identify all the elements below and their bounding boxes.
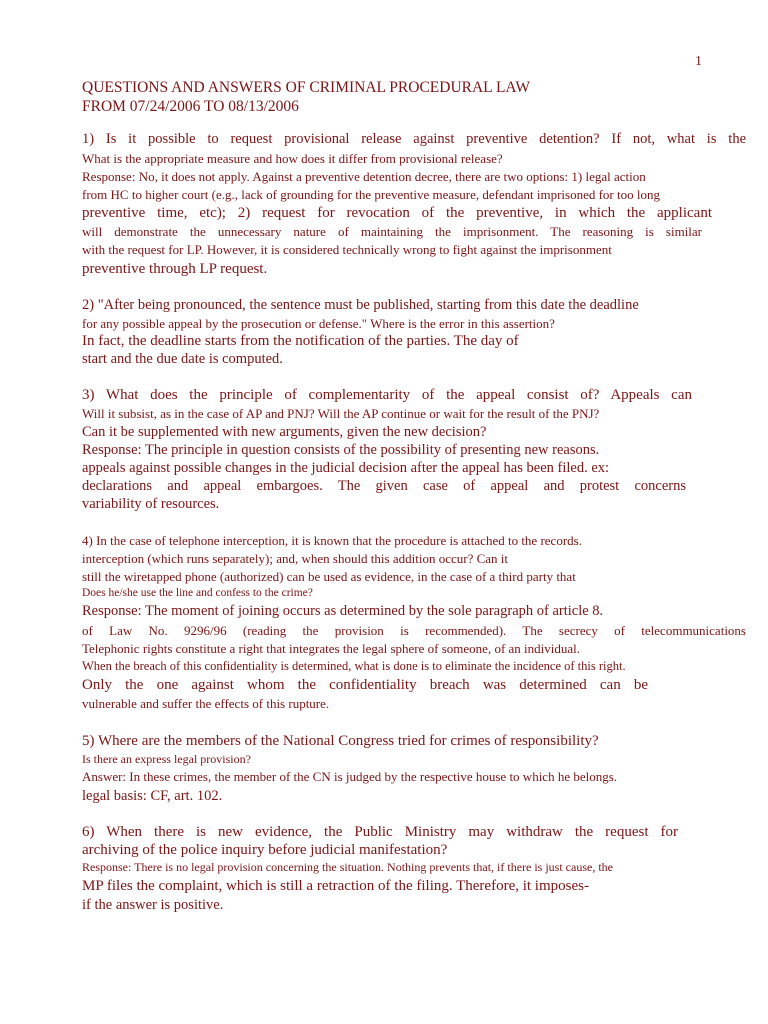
document-title — [82, 78, 530, 116]
q4-answer-line: Telephonic rights constitute a right that integrates the legal sphere of someone, of an individual. — [82, 641, 581, 656]
q1-question-line: 1) Is it possible to request provisional release against preventive detention? If not, what is the — [82, 131, 746, 147]
q5-question-line: Is there an express legal provision? — [82, 752, 251, 766]
q6-answer-line: MP files the complaint, which is still a retraction of the filing. Therefore, it imposes- — [82, 878, 589, 894]
q2-question-line: 2) "After being pronounced, the sentence must be published, starting from this date the deadline — [82, 297, 639, 313]
q5-question-line: 5) Where are the members of the National Congress tried for crimes of responsibility? — [82, 733, 599, 749]
q3-answer-line: Response: The principle in question consists of the possibility of presenting new reasons. — [82, 442, 600, 458]
q2-answer-line: In fact, the deadline starts from the notification of the parties. The day of — [82, 333, 519, 349]
q1-answer-line: Response: No, it does not apply. Against a preventive detention decree, there are two options: 1) legal action — [82, 169, 646, 184]
q1-answer-line: from HC to higher court (e.g., lack of grounding for the preventive measure, defendant imprisoned for too long — [82, 187, 660, 202]
q3-question-line: 3) What does the principle of complementarity of the appeal consist of? Appeals can — [82, 387, 692, 403]
q6-answer-line: Response: There is no legal provision concerning the situation. Nothing prevents that, if there is just cause, the — [82, 860, 613, 874]
q4-question-line: still the wiretapped phone (authorized) can be used as evidence, in the case of a third party that — [82, 569, 576, 584]
q6-question-line: archiving of the police inquiry before judicial manifestation? — [82, 842, 448, 858]
q6-answer-line: if the answer is positive. — [82, 897, 224, 913]
title-line: QUESTIONS AND ANSWERS OF CRIMINAL PROCEDURAL LAW — [82, 79, 530, 96]
q4-answer-line: of Law No. 9296/96 (reading the provision is recommended). The secrecy of telecommunications — [82, 623, 746, 638]
q4-question-line: interception (which runs separately); and, when should this addition occur? Can it — [82, 551, 508, 566]
q3-question-line: Will it subsist, as in the case of AP and PNJ? Will the AP continue or wait for the result of the PNJ? — [82, 406, 600, 421]
q2-answer-line: start and the due date is computed. — [82, 351, 283, 367]
q5-answer-line: legal basis: CF, art. 102. — [82, 788, 223, 804]
q4-answer-line: vulnerable and suffer the effects of this rupture. — [82, 696, 330, 711]
q1-answer-line: will demonstrate the unnecessary nature of maintaining the imprisonment. The reasoning is similar — [82, 224, 702, 239]
title-subline: FROM 07/24/2006 TO 08/13/2006 — [82, 98, 299, 115]
q4-answer-line: When the breach of this confidentiality is determined, what is done is to eliminate the incidence of this right. — [82, 659, 626, 673]
q1-answer-line: preventive time, etc); 2) request for revocation of the preventive, in which the applicant — [82, 205, 712, 221]
q3-question-line: Can it be supplemented with new arguments, given the new decision? — [82, 424, 487, 440]
q3-answer-line: variability of resources. — [82, 496, 220, 512]
page-number: 1 — [695, 54, 702, 69]
q4-question-line: Does he/she use the line and confess to the crime? — [82, 587, 313, 599]
q1-answer-line: with the request for LP. However, it is considered technically wrong to fight against the imprisonment — [82, 242, 612, 257]
q5-answer-line: Answer: In these crimes, the member of the CN is judged by the respective house to which he belongs. — [82, 769, 618, 784]
q6-question-line: 6) When there is new evidence, the Public Ministry may withdraw the request for — [82, 824, 678, 840]
q4-answer-line: Response: The moment of joining occurs as determined by the sole paragraph of article 8. — [82, 603, 604, 619]
q2-question-line: for any possible appeal by the prosecution or defense." Where is the error in this assertion? — [82, 316, 555, 331]
q1-answer-line: preventive through LP request. — [82, 261, 268, 277]
q4-answer-line: Only the one against whom the confidentiality breach was determined can be — [82, 677, 648, 693]
q3-answer-line: appeals against possible changes in the judicial decision after the appeal has been filed. ex: — [82, 460, 610, 476]
q1-question-line: What is the appropriate measure and how does it differ from provisional release? — [82, 151, 503, 166]
q4-question-line: 4) In the case of telephone interception, it is known that the procedure is attached to the records. — [82, 533, 582, 548]
q3-answer-line: declarations and appeal embargoes. The given case of appeal and protest concerns — [82, 478, 686, 494]
